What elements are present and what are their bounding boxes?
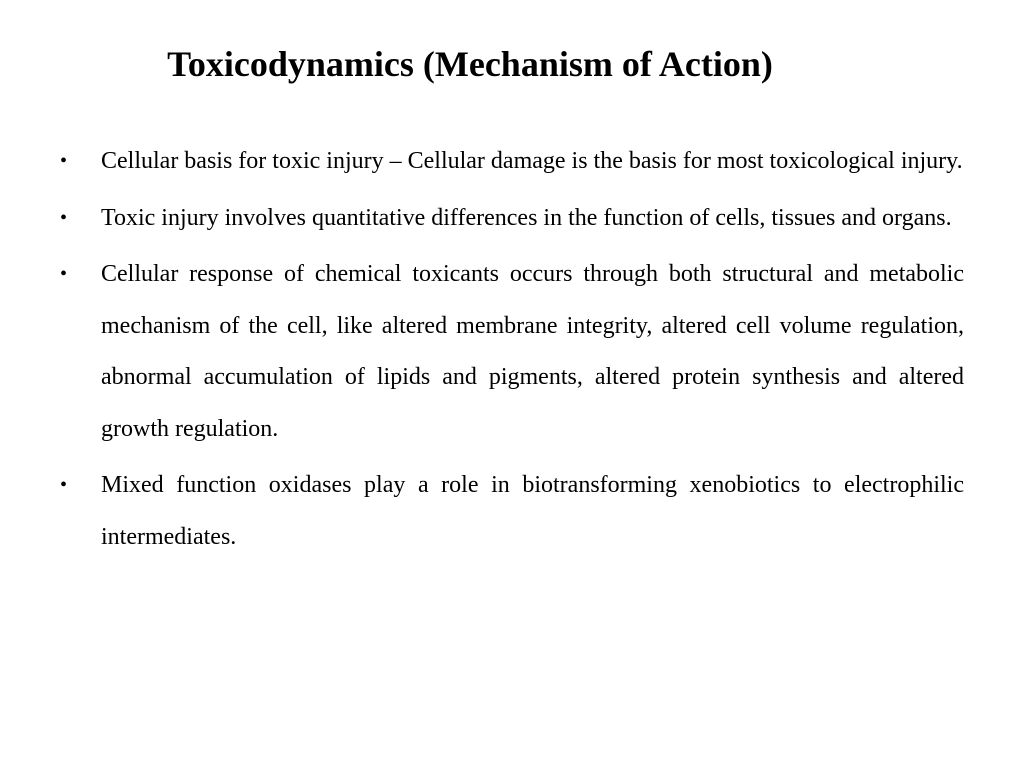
bullet-icon: • — [60, 263, 68, 285]
bullet-item — [56, 249, 964, 455]
bullet-icon: • — [60, 150, 68, 172]
bullet-item — [56, 136, 964, 188]
bullet-item — [56, 460, 964, 563]
bullet-text: Toxic injury involves quantitative differences in the function of cells, tissues and organs. — [101, 204, 952, 231]
bullet-icon: • — [60, 206, 68, 229]
bullet-text: Mixed function oxidases play a role in biotransforming xenobiotics to electrophilic intermediates. — [101, 472, 964, 550]
bullet-item — [56, 193, 964, 245]
bullet-icon: • — [60, 474, 68, 496]
bullet-text: Cellular basis for toxic injury – Cellular damage is the basis for most toxicological injury. — [101, 148, 963, 174]
bullet-text: Cellular response of chemical toxicants occurs through both structural and metabolic mechanism of the cell, like altered membrane integrity, altered cell volume regulation, abnormal accumulation of lipids and pigments, altered protein synthesis and altered growth regulation. — [101, 261, 964, 442]
bullet-list — [56, 136, 964, 568]
slide-title: Toxicodynamics (Mechanism of Action) — [167, 44, 773, 84]
